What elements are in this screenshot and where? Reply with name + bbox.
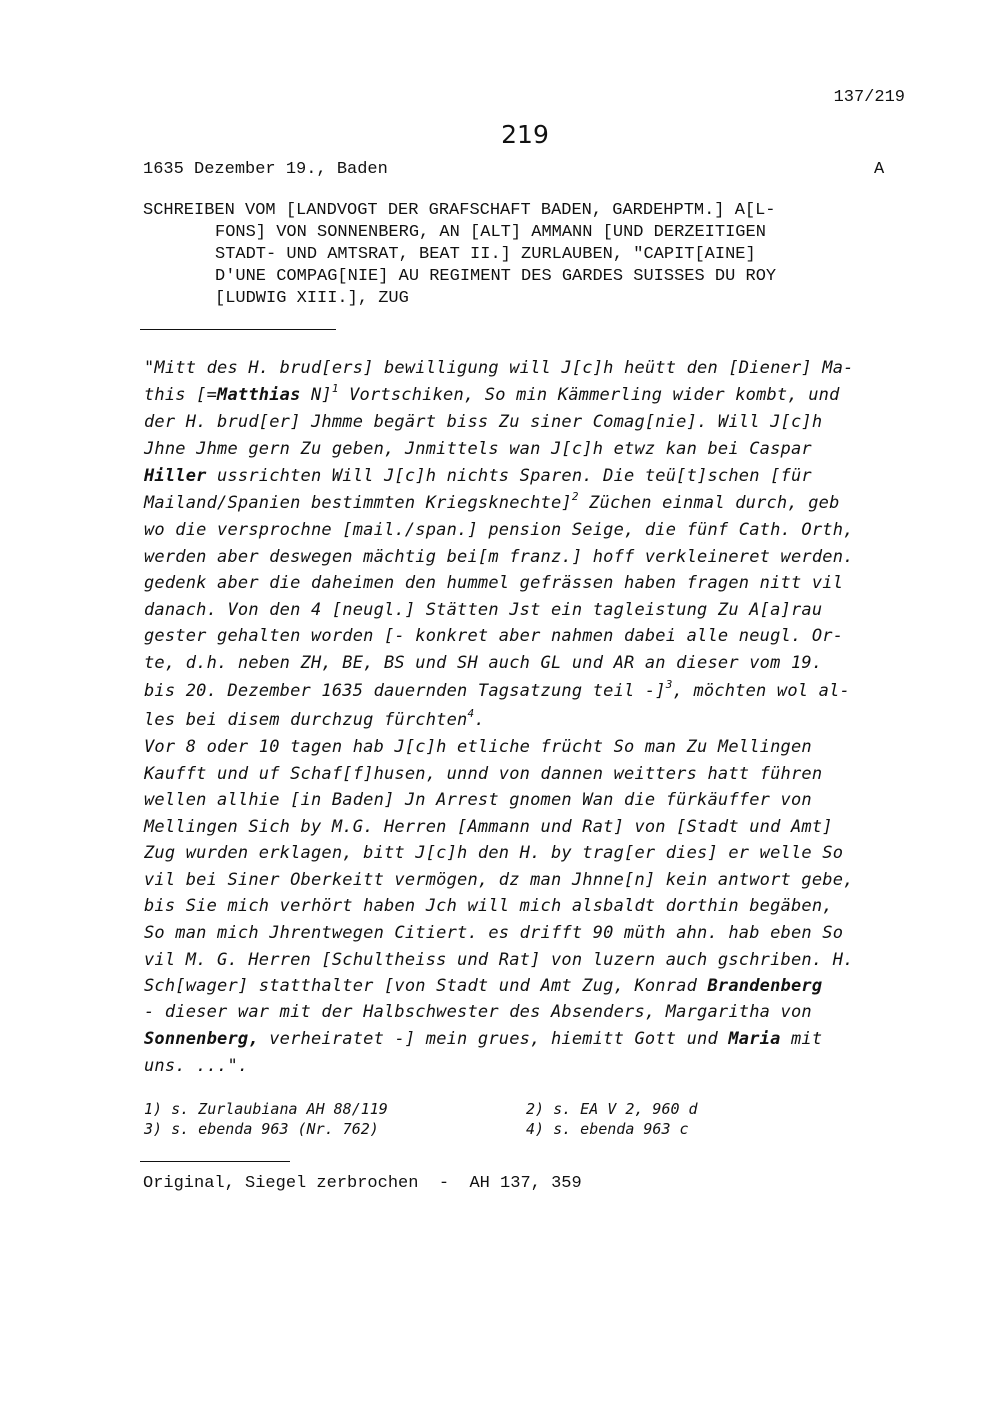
body-text: bis 20. Dezember 1635 dauernden Tagsatzung teil -] [144,681,666,701]
source-note: Original, Siegel zerbrochen - AH 137, 359 [143,1174,582,1193]
body-line: Mellingen Sich by M.G. Herren [Ammann und Rat] von [Stadt und Amt] [144,817,833,837]
body-line: bis Sie mich verhört haben Jch will mich alsbaldt dorthin begäben, [144,896,833,916]
heading-divider [140,329,336,330]
body-line [144,976,822,996]
person-name: Sonnenberg, [144,1029,259,1049]
body-line: Kaufft und uf Schaf[f]husen, unnd von dannen weitters hatt führen [144,764,823,784]
footnote-3: 3) s. ebenda 963 (Nr. 762) [144,1120,379,1138]
body-text: mit [780,1029,823,1049]
body-line: der H. brud[er] Jhmme begärt biss Zu siner Comag[nie]. Will J[c]h [144,412,823,432]
footnote-divider [140,1161,290,1162]
body-line: Zug wurden erklagen, bitt J[c]h den H. by trag[er dies] er welle So [144,843,844,863]
heading-line-5: [LUDWIG XIII.], ZUG [215,289,409,308]
heading-line-1: SCHREIBEN VOM [LANDVOGT DER GRAFSCHAFT BADEN, GARDEHPTM.] A[L- [143,201,776,220]
body-line: Vor 8 oder 10 tagen hab J[c]h etliche frücht So man Zu Mellingen [144,737,812,757]
footnote-2: 2) s. EA V 2, 960 d [526,1100,698,1118]
document-code: A [874,160,885,179]
body-text: this [= [144,385,218,405]
body-line [144,466,812,486]
person-name: Brandenberg [707,976,823,996]
body-line: danach. Von den 4 [neugl.] Stätten Jst ein tagleistung Zu A[a]rau [144,600,823,620]
body-line: - dieser war mit der Halbschwester des Absenders, Margaritha von [144,1002,812,1022]
date-place: 1635 Dezember 19., Baden [143,160,388,179]
body-text: ussrichten Will J[c]h nichts Sparen. Die teü[t]schen [für [206,466,812,486]
footnote-4: 4) s. ebenda 963 c [526,1120,689,1138]
body-line: vil M. G. Herren [Schultheiss und Rat] von luzern auch gschriben. H. [144,950,854,970]
body-line: So man mich Jhrentwegen Citiert. es drifft 90 müth ahn. hab eben So [144,923,844,943]
body-text: N] [300,385,332,405]
footnote-ref: 3 [665,678,673,691]
person-name: Maria [728,1029,781,1049]
body-text: . [474,710,485,730]
body-line [144,1029,822,1049]
footnote-1: 1) s. Zurlaubiana AH 88/119 [144,1100,388,1118]
body-text: verheiratet -] mein grues, hiemitt Gott und [258,1029,729,1049]
footnote-ref: 4 [467,707,475,720]
person-name: Matthias [217,385,301,405]
body-line: "Mitt des H. brud[ers] bewilligung will J[c]h heütt den [Diener] Ma- [144,358,854,378]
body-text: Vortschiken, So min Kämmerling wider kombt, und [338,385,840,405]
person-name: Hiller [144,466,207,486]
footnote-ref: 1 [331,382,339,395]
body-line: te, d.h. neben ZH, BE, BS und SH auch GL und AR an dieser vom 19. [144,653,823,673]
body-line: werden aber deswegen mächtig bei[m franz.] hoff verkleineret werden. [144,547,854,567]
body-text: Mailand/Spanien bestimmten Kriegsknechte] [144,493,572,513]
page-number: 219 [501,120,549,149]
footnote-ref: 2 [571,490,579,503]
heading-line-3: STADT- UND AMTSRAT, BEAT II.] ZURLAUBEN, "CAPIT[AINE] [215,245,756,264]
body-text: Sch[wager] statthalter [von Stadt und Amt Zug, Konrad [144,976,708,996]
body-line: Jhne Jhme gern Zu geben, Jnmittels wan J[c]h etwz kan bei Caspar [144,439,812,459]
body-line [144,490,840,513]
body-line: wo die versprochne [mail./span.] pension Seige, die fünf Cath. Orth, [144,520,854,540]
body-line [144,707,485,730]
body-text: , möchten wol al- [672,681,850,701]
heading-line-4: D'UNE COMPAG[NIE] AU REGIMENT DES GARDES SUISSES DU ROY [215,267,777,286]
body-text: Züchen einmal durch, geb [578,493,840,513]
body-line: uns. ...". [144,1056,249,1076]
body-text: les bei disem durchzug fürchten [144,710,468,730]
heading-line-2: FONS] VON SONNENBERG, AN [ALT] AMMANN [UND DERZEITIGEN [215,223,766,242]
body-line: gedenk aber die daheimen den hummel gefrässen haben fragen nitt vil [144,573,844,593]
body-line: vil bei Siner Oberkeitt vermögen, dz man Jhnne[n] kein antwort gebe, [144,870,854,890]
body-line [144,678,850,701]
body-line: wellen allhie [in Baden] Jn Arrest gnomen Wan die fürkäuffer von [144,790,812,810]
body-line [144,382,840,405]
folio-number: 137/219 [833,88,905,107]
body-line: gester gehalten worden [- konkret aber nahmen dabei alle neugl. Or- [144,626,844,646]
